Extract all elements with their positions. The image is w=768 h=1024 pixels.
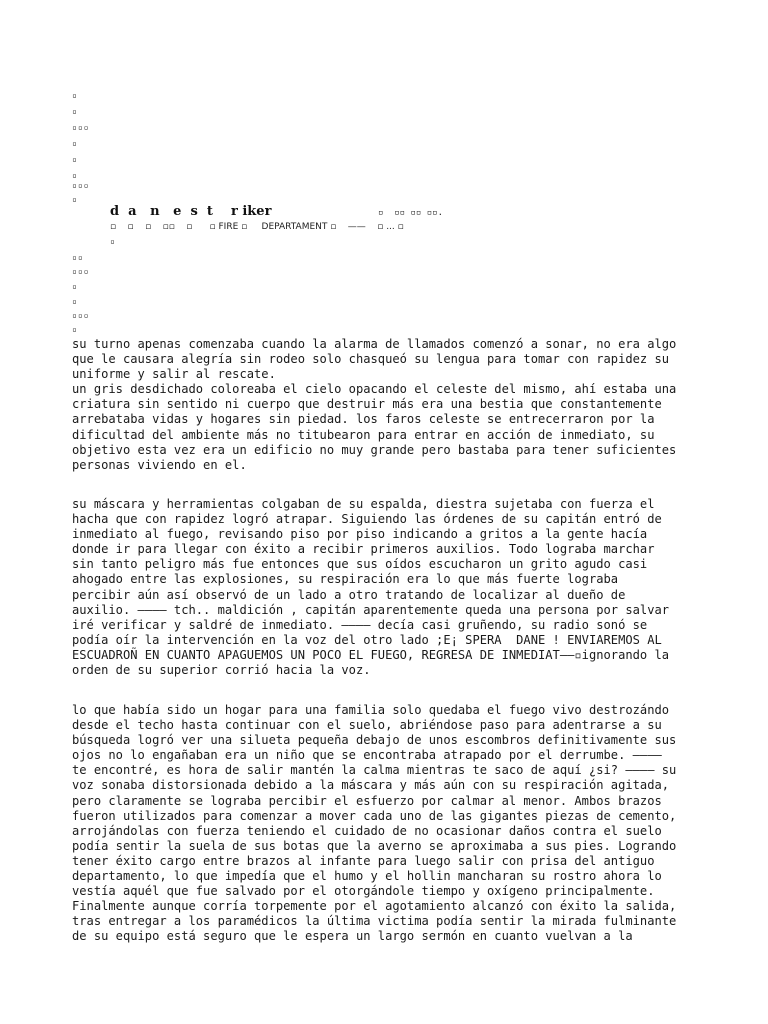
footer-mark-1: ▫▫ <box>72 253 84 262</box>
header-mark-4: ▫ <box>72 139 78 148</box>
header-mark-1: ▫ <box>72 91 78 100</box>
document-title: d a n e s t r iker <box>110 204 272 219</box>
paragraph-1: su turno apenas comenzaba cuando la alarma de llamados comenzó a sonar, no era algo que le causara alegría sin rodeo solo chasqueó su lengua para tomar con rapidez su uniforme y salir al rescate. un gris desdichado coloreaba el cielo opacando el celeste del mismo, ahí estaba una criatura sin sentido ni cuerpo que destruir más era una bestia que constantemente arrebataba vidas y hogares sin piedad. los faros celeste se entrecerraron por la dificultad del ambiente más no titubearon para entrar en acción de inmediato, su objetivo esta vez era un edificio no muy grande pero bastaba para tener suficientes personas viviendo en el. <box>72 337 677 472</box>
header-mark-5: ▫ <box>72 155 78 164</box>
footer-mark-4: ▫ <box>72 297 78 306</box>
footer-mark-3: ▫ <box>72 282 78 291</box>
document-subtitle: ▫ ▫ ▫ ▫▫ ▫ ▫ FIRE ▫ DEPARTAMENT ▫ —— ▫ ... ▫ <box>110 222 404 232</box>
footer-mark-5: ▫▫▫ <box>72 311 90 320</box>
header-mark-3: ▫▫▫ <box>72 123 90 132</box>
document-title-tail: ▫ ▫▫ ▫▫ ▫▫. <box>378 208 444 218</box>
subtitle-mark: ▫ <box>110 237 115 246</box>
footer-mark-6: ▫ <box>72 325 78 334</box>
header-mark-8: ▫ <box>72 195 78 204</box>
header-mark-7: ▫▫▫ <box>72 181 90 190</box>
paragraph-3: lo que había sido un hogar para una familia solo quedaba el fuego vivo destrozándo desde el techo hasta continuar con el suelo, abriéndose paso para adentrarse a su búsqueda logró ver una silueta pequeña debajo de unos escombros definitivamente sus ojos no lo engañaban era un niño que se encontraba atrapado por el derrumbe. ———— te encontré, es hora de salir mantén la calma mientras te saco de aquí ¿si? ———— su voz sonaba distorsionada debido a la máscara y más aún con su respiración agitada, pero claramente se lograba percibir el esfuerzo por calmar al menor. Ambos brazos fueron utilizados para comenzar a mover cada uno de las gigantes piezas de cemento, arrojándolas con fuerza teniendo el cuidado de no ocasionar daños contra el suelo podía sentir la suela de sus botas que la averno se aproximaba a sus pies. Logrando tener éxito cargo entre brazos al infante para luego salir con prisa del antiguo departamento, lo que impedía que el humo y el hollin mancharan su rostro ahora lo vestía aquél que fue salvado por el otorgándole tiempo y oxígeno principalmente. Finalmente aunque corría torpemente por el agotamiento alcanzó con éxito la salida, tras entregar a los paramédicos la última victima podía sentir la mirada fulminante de su equipo está seguro que le espera un largo sermón en cuanto vuelvan a la <box>72 703 677 944</box>
header-mark-2: ▫ <box>72 107 78 116</box>
footer-mark-2: ▫▫▫ <box>72 267 90 276</box>
paragraph-2: su máscara y herramientas colgaban de su espalda, diestra sujetaba con fuerza el hacha que con rapidez logró atrapar. Siguiendo las órdenes de su capitán entró de inmediato al fuego, revisando piso por piso indicando a gritos a la gente hacía donde ir para llegar con éxito a recibir primeros auxilios. Todo lograba marchar sin tanto peligro más fue entonces que sus oídos escucharon un grito agudo casi ahogado entre las explosiones, su respiración era lo que más fuerte lograba percibir aún así observó de un lado a otro tratando de localizar al dueño de auxilio. ———— tch.. maldición , capitán aparentemente queda una persona por salvar iré verificar y saldré de inmediato. ———— decía casi gruñendo, su radio sonó se podía oír la intervención en la voz del otro lado ;E¡ SPERA DANE ! ENVIAREMOS AL ESCUADROÑ EN CUANTO APAGUEMOS UN POCO EL FUEGO, REGRESA DE INMEDIAT——▫ignorando la orden de su superior corrió hacia la voz. <box>72 497 670 678</box>
header-mark-6: ▫ <box>72 171 78 180</box>
